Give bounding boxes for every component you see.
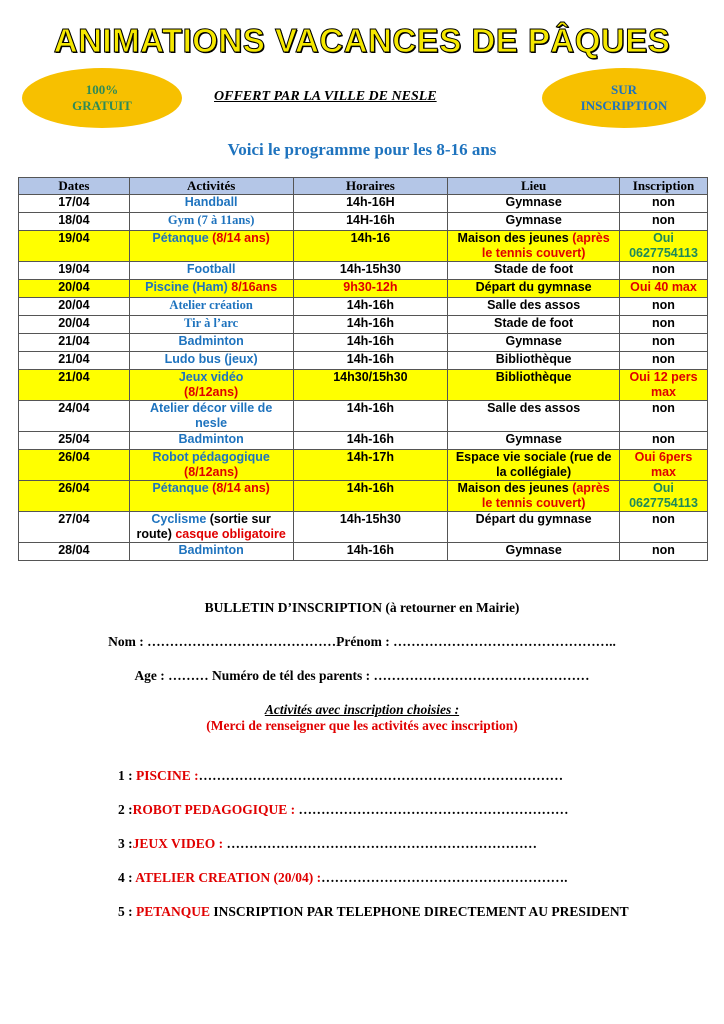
cell-lieu: Salle des assos bbox=[448, 298, 620, 316]
lieu-name: Maison des jeunes bbox=[457, 481, 569, 495]
cell-lieu: Salle des assos bbox=[448, 401, 620, 432]
choice-item-petanque bbox=[118, 904, 718, 920]
choice-name: ATELIER CREATION (20/04) : bbox=[135, 870, 322, 885]
badge-left-line2: GRATUIT bbox=[72, 98, 132, 113]
cell-date: 26/04 bbox=[19, 481, 130, 512]
cell-horaire: 14h-16h bbox=[293, 298, 448, 316]
activity-name: Piscine (Ham) bbox=[145, 280, 228, 294]
activity-warning: casque obligatoire bbox=[175, 527, 286, 541]
choice-number: 4 : bbox=[118, 870, 136, 885]
age-phone-line: Age : ……… Numéro de tél des parents : ………………………………………… bbox=[134, 668, 590, 683]
cell-activity bbox=[129, 280, 293, 298]
table-row bbox=[19, 195, 708, 213]
cell-activity bbox=[129, 512, 293, 543]
choice-number: 2 : bbox=[118, 802, 133, 817]
cell-inscription: non bbox=[620, 298, 708, 316]
table-row bbox=[19, 298, 708, 316]
nom-prenom-line: Nom : ……………………………………Prénom : ………………………………………….. bbox=[108, 634, 616, 649]
header-lieu: Lieu bbox=[448, 178, 620, 195]
cell-activity bbox=[129, 231, 293, 262]
cell-inscription: non bbox=[620, 543, 708, 561]
choix-note: (Merci de renseigner que les activités avec inscription) bbox=[206, 718, 518, 733]
cell-inscription: non bbox=[620, 432, 708, 450]
table-row bbox=[19, 262, 708, 280]
cell-date: 24/04 bbox=[19, 401, 130, 432]
cell-horaire: 14h-16h bbox=[293, 352, 448, 370]
table-row bbox=[19, 432, 708, 450]
activity-name: Pétanque bbox=[152, 231, 209, 245]
cell-date: 21/04 bbox=[19, 370, 130, 401]
choice-name: ROBOT PEDAGOGIQUE : bbox=[132, 802, 296, 817]
table-row bbox=[19, 231, 708, 262]
cell-activity: Tir à l’arc bbox=[129, 316, 293, 334]
choix-title: Activités avec inscription choisies : bbox=[264, 702, 460, 717]
badge-right-line2: INSCRIPTION bbox=[580, 98, 668, 113]
program-table bbox=[18, 177, 708, 561]
cell-activity: Badminton bbox=[129, 432, 293, 450]
cell-horaire: 14h-16 bbox=[293, 231, 448, 262]
header-activites: Activités bbox=[129, 178, 293, 195]
cell-lieu: Départ du gymnase bbox=[448, 280, 620, 298]
inscription-oui: Oui bbox=[653, 481, 674, 495]
cell-inscription: non bbox=[620, 352, 708, 370]
cell-horaire: 14h-16h bbox=[293, 481, 448, 512]
table-row bbox=[19, 401, 708, 432]
gratuit-badge bbox=[22, 68, 182, 128]
cell-date: 26/04 bbox=[19, 450, 130, 481]
badge-right-line1: SUR bbox=[610, 82, 637, 97]
cell-activity: Ludo bus (jeux) bbox=[129, 352, 293, 370]
program-subtitle: Voici le programme pour les 8-16 ans bbox=[227, 140, 497, 159]
choice-item-robot bbox=[118, 802, 718, 818]
cell-lieu bbox=[448, 481, 620, 512]
cell-horaire: 14h-16h bbox=[293, 316, 448, 334]
cell-date: 20/04 bbox=[19, 298, 130, 316]
cell-activity: Atelier décor ville de nesle bbox=[129, 401, 293, 432]
choice-item-jeux-video bbox=[118, 836, 718, 852]
inscription-phone: 0627754113 bbox=[629, 496, 698, 510]
inscription-oui: Oui bbox=[653, 231, 674, 245]
table-row bbox=[19, 543, 708, 561]
header-horaires: Horaires bbox=[293, 178, 448, 195]
cell-date: 20/04 bbox=[19, 280, 130, 298]
cell-horaire: 9h30-12h bbox=[293, 280, 448, 298]
cell-date: 27/04 bbox=[19, 512, 130, 543]
choice-number: 5 : bbox=[118, 904, 136, 919]
cell-inscription: Oui 40 max bbox=[620, 280, 708, 298]
choice-item-piscine bbox=[118, 768, 718, 784]
cell-date: 21/04 bbox=[19, 352, 130, 370]
page-title: ANIMATIONS VACANCES DE PÂQUES bbox=[53, 22, 671, 59]
form-title: BULLETIN D’INSCRIPTION (à retourner en Mairie) bbox=[204, 600, 520, 615]
cell-activity: Badminton bbox=[129, 334, 293, 352]
cell-date: 21/04 bbox=[19, 334, 130, 352]
inscription-phone: 0627754113 bbox=[629, 246, 698, 260]
table-row bbox=[19, 450, 708, 481]
table-row bbox=[19, 334, 708, 352]
cell-activity: Football bbox=[129, 262, 293, 280]
cell-lieu bbox=[448, 231, 620, 262]
cell-horaire: 14h-15h30 bbox=[293, 512, 448, 543]
choice-dots: ……………………………………………………………………… bbox=[198, 768, 564, 783]
cell-inscription: non bbox=[620, 334, 708, 352]
cell-date: 20/04 bbox=[19, 316, 130, 334]
cell-inscription: non bbox=[620, 195, 708, 213]
activity-name: Pétanque bbox=[152, 481, 209, 495]
cell-inscription: non bbox=[620, 213, 708, 231]
cell-horaire: 14H-16h bbox=[293, 213, 448, 231]
activity-age: (8/14 ans) bbox=[212, 481, 270, 495]
cell-horaire: 14h-16h bbox=[293, 334, 448, 352]
table-header-row bbox=[19, 178, 708, 195]
cell-inscription: non bbox=[620, 512, 708, 543]
choice-name: JEUX VIDEO : bbox=[132, 836, 224, 851]
cell-date: 25/04 bbox=[19, 432, 130, 450]
choice-number: 1 : bbox=[118, 768, 136, 783]
table-row bbox=[19, 280, 708, 298]
choice-name: PETANQUE bbox=[136, 904, 211, 919]
cell-date: 28/04 bbox=[19, 543, 130, 561]
cell-activity: Handball bbox=[129, 195, 293, 213]
inscription-badge bbox=[542, 68, 706, 128]
cell-inscription: non bbox=[620, 262, 708, 280]
activity-detail: (sortie sur route) bbox=[136, 512, 271, 541]
table-row bbox=[19, 352, 708, 370]
cell-horaire: 14h-16h bbox=[293, 432, 448, 450]
cell-lieu: Gymnase bbox=[448, 213, 620, 231]
cell-horaire: 14h-17h bbox=[293, 450, 448, 481]
cell-lieu: Gymnase bbox=[448, 334, 620, 352]
activity-age: (8/14 ans) bbox=[212, 231, 270, 245]
table-row bbox=[19, 512, 708, 543]
choice-item-atelier bbox=[118, 870, 718, 886]
header-dates: Dates bbox=[19, 178, 130, 195]
cell-activity: Atelier création bbox=[129, 298, 293, 316]
activity-name: Jeux vidéo bbox=[178, 370, 244, 384]
cell-horaire: 14h-16H bbox=[293, 195, 448, 213]
cell-lieu: Gymnase bbox=[448, 543, 620, 561]
badge-left-line1: 100% bbox=[85, 82, 119, 97]
lieu-note: (après le tennis couvert) bbox=[481, 481, 610, 510]
table-row bbox=[19, 316, 708, 334]
cell-inscription: non bbox=[620, 401, 708, 432]
cell-inscription bbox=[620, 481, 708, 512]
offert-text: OFFERT PAR LA VILLE DE NESLE bbox=[214, 89, 437, 104]
choice-dots: …………………………………………………… bbox=[295, 802, 569, 817]
cell-horaire: 14h-15h30 bbox=[293, 262, 448, 280]
cell-inscription: Oui 12 pers max bbox=[620, 370, 708, 401]
activity-age: 8/16ans bbox=[231, 280, 278, 294]
cell-lieu: Stade de foot bbox=[448, 262, 620, 280]
cell-activity bbox=[129, 370, 293, 401]
choice-dots: …………………………………………………………… bbox=[223, 836, 538, 851]
activity-name: Robot pédagogique bbox=[152, 450, 270, 464]
cell-lieu: Gymnase bbox=[448, 195, 620, 213]
cell-horaire: 14h-16h bbox=[293, 543, 448, 561]
cell-horaire: 14h30/15h30 bbox=[293, 370, 448, 401]
table-row bbox=[19, 481, 708, 512]
cell-inscription: Oui 6pers max bbox=[620, 450, 708, 481]
activity-age: (8/12ans) bbox=[184, 385, 239, 399]
cell-inscription bbox=[620, 231, 708, 262]
cell-lieu: Stade de foot bbox=[448, 316, 620, 334]
lieu-name: Maison des jeunes bbox=[457, 231, 569, 245]
cell-activity bbox=[129, 450, 293, 481]
table-row bbox=[19, 213, 708, 231]
lieu-note: (après le tennis couvert) bbox=[481, 231, 610, 260]
cell-horaire: 14h-16h bbox=[293, 401, 448, 432]
cell-lieu: Départ du gymnase bbox=[448, 512, 620, 543]
cell-lieu: Gymnase bbox=[448, 432, 620, 450]
choice-dots: INSCRIPTION PAR TELEPHONE DIRECTEMENT AU PRESIDENT bbox=[210, 904, 629, 919]
activity-name: Cyclisme bbox=[151, 512, 207, 526]
cell-activity: Badminton bbox=[129, 543, 293, 561]
cell-date: 19/04 bbox=[19, 231, 130, 262]
table-row bbox=[19, 370, 708, 401]
cell-lieu: Bibliothèque bbox=[448, 352, 620, 370]
cell-activity bbox=[129, 481, 293, 512]
cell-date: 17/04 bbox=[19, 195, 130, 213]
cell-activity: Gym (7 à 11ans) bbox=[129, 213, 293, 231]
header-inscription: Inscription bbox=[620, 178, 708, 195]
choice-name: PISCINE : bbox=[136, 768, 199, 783]
choice-dots: ………………………………………………. bbox=[321, 870, 568, 885]
activity-age: (8/12ans) bbox=[184, 465, 239, 479]
choice-number: 3 : bbox=[118, 836, 133, 851]
cell-inscription: non bbox=[620, 316, 708, 334]
cell-date: 18/04 bbox=[19, 213, 130, 231]
cell-lieu: Bibliothèque bbox=[448, 370, 620, 401]
cell-lieu: Espace vie sociale (rue de la collégiale) bbox=[448, 450, 620, 481]
cell-date: 19/04 bbox=[19, 262, 130, 280]
